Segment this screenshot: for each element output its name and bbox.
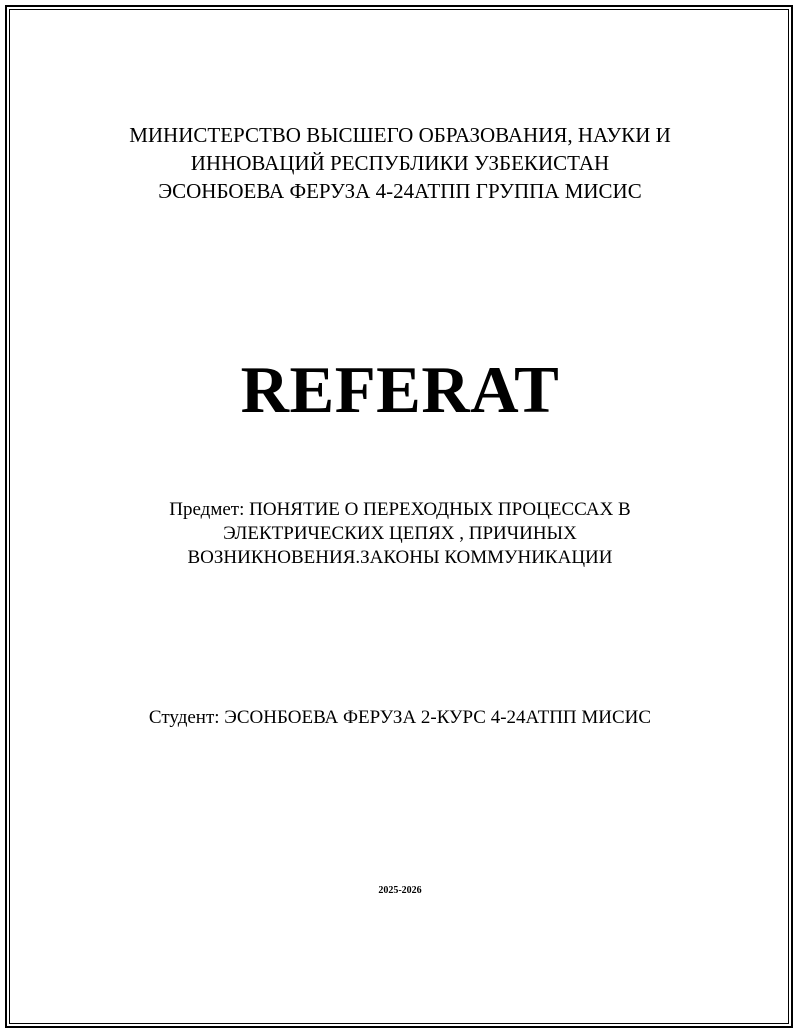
header-line-3: ЭСОНБОЕВА ФЕРУЗА 4-24АТПП ГРУППА МИСИС — [158, 179, 642, 203]
ministry-header — [0, 121, 800, 205]
header-line-1: МИНИСТЕРСТВО ВЫСШЕГО ОБРАЗОВАНИЯ, НАУКИ И — [129, 123, 671, 147]
subject-line-2: ЭЛЕКТРИЧЕСКИХ ЦЕПЯХ , ПРИЧИНЫХ — [223, 523, 577, 544]
academic-year: 2025-2026 — [378, 885, 422, 896]
subject-block — [0, 498, 800, 570]
subject-line-1: Предмет: ПОНЯТИЕ О ПЕРЕХОДНЫХ ПРОЦЕССАХ В — [169, 499, 631, 520]
document-title: REFERAT — [240, 353, 560, 427]
header-line-2: ИННОВАЦИЙ РЕСПУБЛИКИ УЗБЕКИСТАН — [190, 151, 610, 175]
student-line: Студент: ЭСОНБОЕВА ФЕРУЗА 2-КУРС 4-24АТПП МИСИС — [148, 707, 652, 728]
subject-line-3: ВОЗНИКНОВЕНИЯ.ЗАКОНЫ КОММУНИКАЦИИ — [187, 547, 613, 568]
